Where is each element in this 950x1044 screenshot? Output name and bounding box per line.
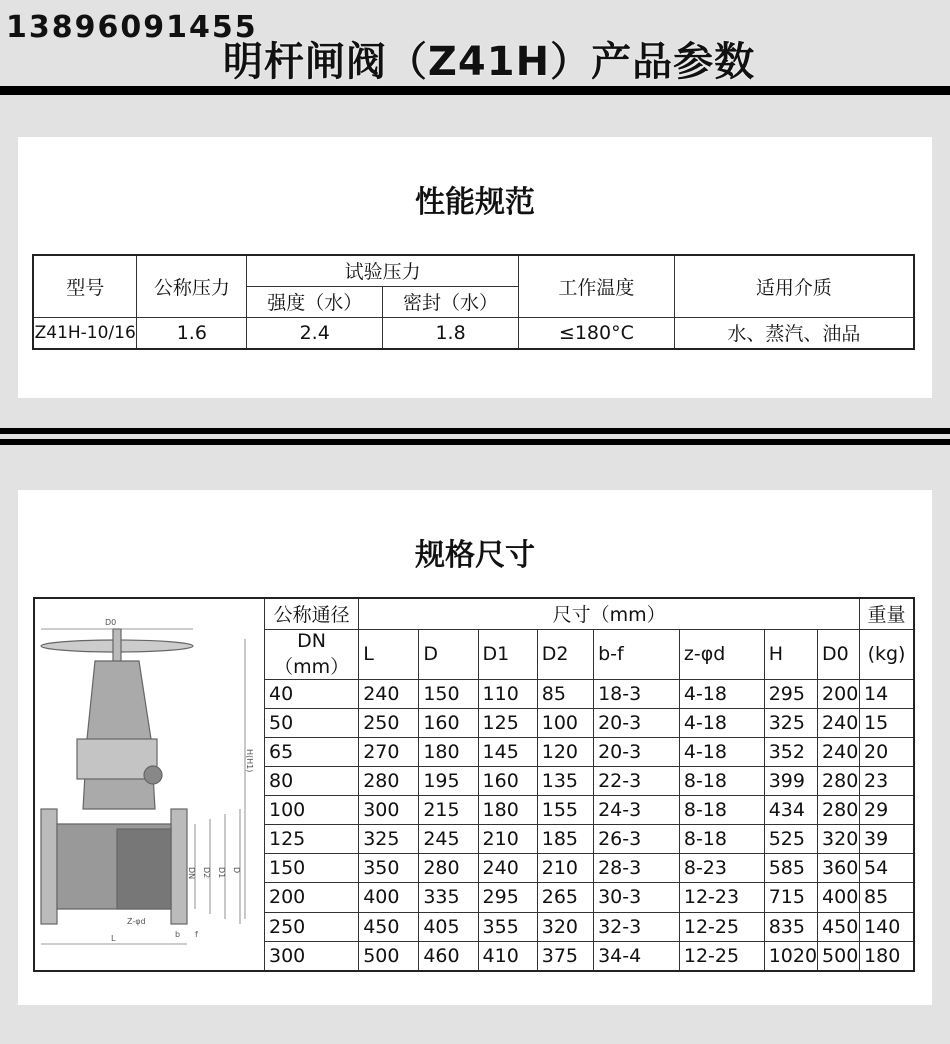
table-cell: 12-23 [679, 883, 764, 912]
header-col-z-φd: z-φd [679, 629, 764, 679]
table-cell: 405 [419, 912, 478, 941]
table-cell: 240 [818, 708, 860, 737]
table-cell: 135 [537, 766, 593, 795]
table-cell: 355 [478, 912, 537, 941]
table-cell: 14 [860, 679, 914, 708]
cell-temp: ≤180°C [518, 317, 674, 349]
table-cell: 150 [419, 679, 478, 708]
label-f: f [195, 930, 198, 939]
table-cell: 335 [419, 883, 478, 912]
table-cell: 434 [764, 796, 817, 825]
label-b: b [175, 930, 181, 939]
header-col-l: L [359, 629, 419, 679]
table-cell: 240 [478, 854, 537, 883]
label-d1: D1 [217, 867, 226, 879]
table-cell: 85 [860, 883, 914, 912]
table-cell: 20 [860, 737, 914, 766]
table-cell: 352 [764, 737, 817, 766]
table-cell: 15 [860, 708, 914, 737]
table-cell: 30-3 [594, 883, 680, 912]
table-cell: 110 [478, 679, 537, 708]
section-title: 规格尺寸 [415, 538, 535, 573]
header-model: 型号 [33, 255, 137, 317]
header-strength: 强度（水） [247, 286, 383, 317]
table-cell: 100 [537, 708, 593, 737]
phone-number: 13896091455 [6, 10, 258, 45]
divider [0, 439, 950, 445]
table-cell: 8-18 [679, 766, 764, 795]
table-cell: 350 [359, 854, 419, 883]
divider [0, 86, 950, 95]
table-cell: 125 [478, 708, 537, 737]
table-cell: 200 [265, 883, 359, 912]
table-cell: 12-25 [679, 941, 764, 971]
header-col-d2: D2 [537, 629, 593, 679]
table-cell: 375 [537, 941, 593, 971]
table-cell: 460 [419, 941, 478, 971]
table-cell: 265 [537, 883, 593, 912]
table-cell: 295 [478, 883, 537, 912]
page-title: 明杆闸阀（Z41H）产品参数 [222, 39, 756, 85]
table-cell: 160 [419, 708, 478, 737]
table-cell: 400 [359, 883, 419, 912]
table-cell: 835 [764, 912, 817, 941]
table-cell: 500 [359, 941, 419, 971]
cell-seal: 1.8 [383, 317, 519, 349]
header-col-h: H [764, 629, 817, 679]
header-test-pressure: 试验压力 [247, 255, 519, 286]
header-col-b-f: b-f [594, 629, 680, 679]
table-cell: 450 [359, 912, 419, 941]
header-seal: 密封（水） [383, 286, 519, 317]
table-cell: 65 [265, 737, 359, 766]
valve-drawing [34, 598, 265, 971]
table-cell: 50 [265, 708, 359, 737]
header-dn-1: 公称通径 [265, 598, 359, 629]
table-cell: 525 [764, 825, 817, 854]
table-cell: 100 [265, 796, 359, 825]
table-cell: 200 [818, 679, 860, 708]
table-cell: 85 [537, 679, 593, 708]
cell-model: Z41H-10/16 [33, 317, 137, 349]
table-cell: 29 [860, 796, 914, 825]
label-l: L [111, 934, 116, 943]
header-medium: 适用介质 [674, 255, 914, 317]
table-cell: 4-18 [679, 708, 764, 737]
table-cell: 195 [419, 766, 478, 795]
table-cell: 4-18 [679, 737, 764, 766]
table-cell: 325 [764, 708, 817, 737]
table-cell: 8-18 [679, 796, 764, 825]
table-cell: 1020 [764, 941, 817, 971]
table-cell: 320 [537, 912, 593, 941]
table-cell: 180 [860, 941, 914, 971]
section-title: 性能规范 [415, 185, 535, 220]
table-cell: 399 [764, 766, 817, 795]
table-cell: 410 [478, 941, 537, 971]
table-cell: 145 [478, 737, 537, 766]
table-cell: 245 [419, 825, 478, 854]
table-cell: 20-3 [594, 708, 680, 737]
performance-panel [18, 137, 932, 398]
label-d: D [232, 867, 241, 874]
table-cell: 300 [265, 941, 359, 971]
label-dn: DN [187, 867, 196, 880]
table-cell: 210 [537, 854, 593, 883]
table-cell: 160 [478, 766, 537, 795]
table-cell: 250 [359, 708, 419, 737]
table-cell: 32-3 [594, 912, 680, 941]
table-cell: 280 [818, 796, 860, 825]
table-cell: 28-3 [594, 854, 680, 883]
table-cell: 12-25 [679, 912, 764, 941]
table-cell: 280 [419, 854, 478, 883]
header-dn-2: DN（mm） [265, 629, 359, 679]
table-cell: 215 [419, 796, 478, 825]
table-cell: 125 [265, 825, 359, 854]
header-weight-1: 重量 [860, 598, 914, 629]
label-d0: D0 [105, 618, 117, 627]
table-cell: 185 [537, 825, 593, 854]
table-cell: 39 [860, 825, 914, 854]
label-zd: Z-φd [127, 917, 146, 926]
dimensions-table [33, 597, 915, 972]
table-cell: 4-18 [679, 679, 764, 708]
table-cell: 280 [359, 766, 419, 795]
table-cell: 250 [265, 912, 359, 941]
header-nominal-pressure: 公称压力 [137, 255, 247, 317]
table-cell: 360 [818, 854, 860, 883]
table-cell: 400 [818, 883, 860, 912]
dimensions-panel [18, 490, 932, 1005]
cell-nominal-pressure: 1.6 [137, 317, 247, 349]
table-cell: 325 [359, 825, 419, 854]
table-cell: 155 [537, 796, 593, 825]
table-cell: 320 [818, 825, 860, 854]
gate-valve-diagram-icon [35, 599, 264, 965]
header-col-d0: D0 [818, 629, 860, 679]
divider [0, 428, 950, 434]
label-h: H(H1) [245, 749, 254, 773]
table-cell: 240 [818, 737, 860, 766]
table-cell: 23 [860, 766, 914, 795]
table-cell: 140 [860, 912, 914, 941]
table-cell: 80 [265, 766, 359, 795]
table-cell: 150 [265, 854, 359, 883]
table-cell: 24-3 [594, 796, 680, 825]
header-weight-2: (kg) [860, 629, 914, 679]
table-cell: 8-23 [679, 854, 764, 883]
header-temp: 工作温度 [518, 255, 674, 317]
table-cell: 120 [537, 737, 593, 766]
table-cell: 240 [359, 679, 419, 708]
table-cell: 295 [764, 679, 817, 708]
table-cell: 8-18 [679, 825, 764, 854]
table-row [33, 317, 914, 349]
table-cell: 54 [860, 854, 914, 883]
table-cell: 34-4 [594, 941, 680, 971]
table-cell: 40 [265, 679, 359, 708]
table-cell: 270 [359, 737, 419, 766]
table-cell: 450 [818, 912, 860, 941]
cell-medium: 水、蒸汽、油品 [674, 317, 914, 349]
table-cell: 180 [478, 796, 537, 825]
table-cell: 500 [818, 941, 860, 971]
table-cell: 585 [764, 854, 817, 883]
header-size: 尺寸（mm） [359, 598, 860, 629]
table-cell: 180 [419, 737, 478, 766]
table-cell: 26-3 [594, 825, 680, 854]
table-cell: 18-3 [594, 679, 680, 708]
table-cell: 210 [478, 825, 537, 854]
label-d2: D2 [202, 867, 211, 879]
header-col-d1: D1 [478, 629, 537, 679]
table-cell: 20-3 [594, 737, 680, 766]
table-cell: 280 [818, 766, 860, 795]
table-cell: 300 [359, 796, 419, 825]
table-cell: 715 [764, 883, 817, 912]
performance-table [32, 254, 915, 350]
cell-strength: 2.4 [247, 317, 383, 349]
header-col-d: D [419, 629, 478, 679]
table-cell: 22-3 [594, 766, 680, 795]
